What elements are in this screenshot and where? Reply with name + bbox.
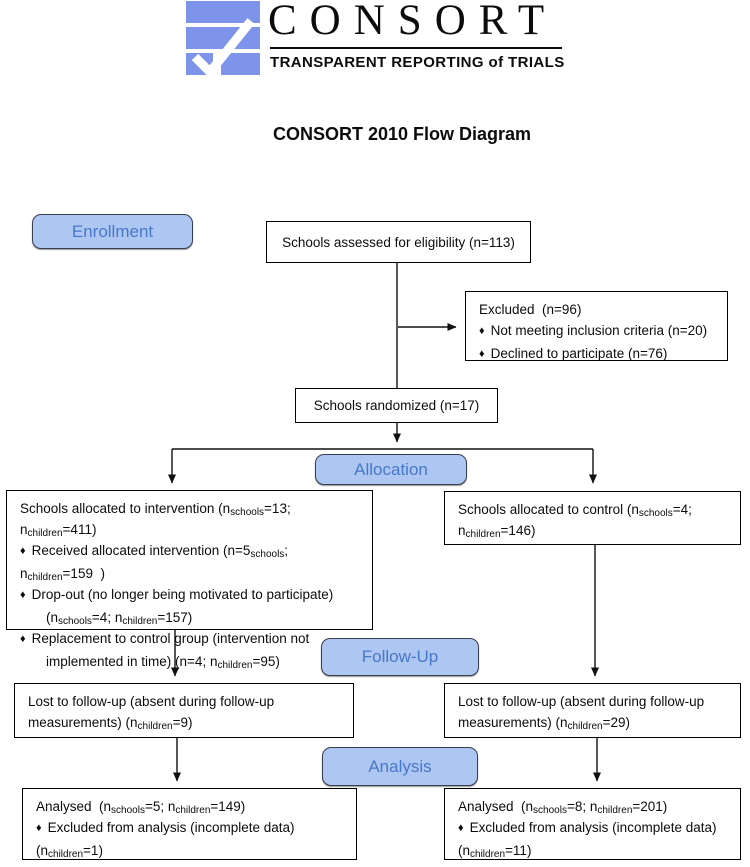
stage-label-followup: Follow-Up [321,638,479,676]
box-lost-followup-intervention [14,683,354,738]
box-line: ♦ Received allocated intervention ($n=5_{schools}$; $n_{children}=159$ ) [20,543,292,583]
box-line: $n_{children}=146$) [458,523,536,540]
diamond-bullet: ♦ [36,822,42,834]
box-allocated-control [444,491,741,545]
diamond-bullet: ♦ [20,545,26,557]
box-line: ♦ Declined to participate (n=76) [479,346,668,361]
box-line: ♦ Excluded from analysis (incomplete data) [458,820,717,835]
box-line: Excluded (n=96) [479,302,582,317]
box-line: Analysed ($n_{schools}=8$; $n_{children}=201$) [458,799,668,816]
stage-label-allocation: Allocation [315,454,467,485]
box-line: ♦ Not meeting inclusion criteria (n=20) [479,323,708,338]
diamond-bullet: ♦ [479,325,485,337]
box-line: Schools allocated to control ($n_{schools}=4$; [458,502,692,519]
box-line: Lost to follow-up (absent during follow-up [458,694,705,709]
diamond-bullet: ♦ [458,822,464,834]
box-line: $(n_{children}=11)$ [458,843,532,860]
diamond-bullet: ♦ [20,633,26,645]
box-line: ♦ Replacement to control group (intervention not [20,631,310,646]
box-line: Analysed ($n_{schools}=5$; $n_{children}=149$) [36,799,246,816]
box-line: ($n_{schools}=4$; $n_{children}=157$) [46,610,193,627]
consort-logo-subtitle: TRANSPARENT REPORTING of TRIALS [270,54,565,71]
consort-logo-title: CONSORT [268,0,558,44]
box-line: ♦ Excluded from analysis (incomplete data) [36,820,295,835]
box-line: Schools randomized (n=17) [313,398,480,413]
logo-underline [270,47,562,49]
box-line: Lost to follow-up (absent during follow-up [28,694,275,709]
box-line: implemented in time) (n=4; $n_{children}=95$) [46,654,280,671]
consort-checkmark-icon [186,1,260,75]
box-allocated-intervention [6,490,373,671]
box-line: Schools assessed for eligibility (n=113) [282,234,515,250]
diagram-title: CONSORT 2010 Flow Diagram [272,124,532,144]
box-schools-randomized [295,388,498,423]
diamond-bullet: ♦ [20,589,26,601]
box-lost-followup-control [444,683,741,738]
box-line: measurements) $(n_{children}=9)$ [28,715,193,732]
stage-label-analysis: Analysis [322,747,478,786]
box-line: ♦ Drop-out (no longer being motivated to participate) [20,587,334,602]
box-line: $(n_{children}=1)$ [36,843,103,860]
box-excluded [465,291,728,361]
box-line: measurements) $(n_{children}=29)$ [458,715,630,732]
box-analysed-control [444,788,741,860]
box-line: Schools allocated to intervention ($n_{schools}=13$; $n_{children}=411$) [20,501,295,539]
box-schools-assessed [266,221,531,263]
diamond-bullet: ♦ [479,348,485,360]
stage-label-enrollment: Enrollment [32,214,193,249]
box-analysed-intervention [22,788,357,860]
